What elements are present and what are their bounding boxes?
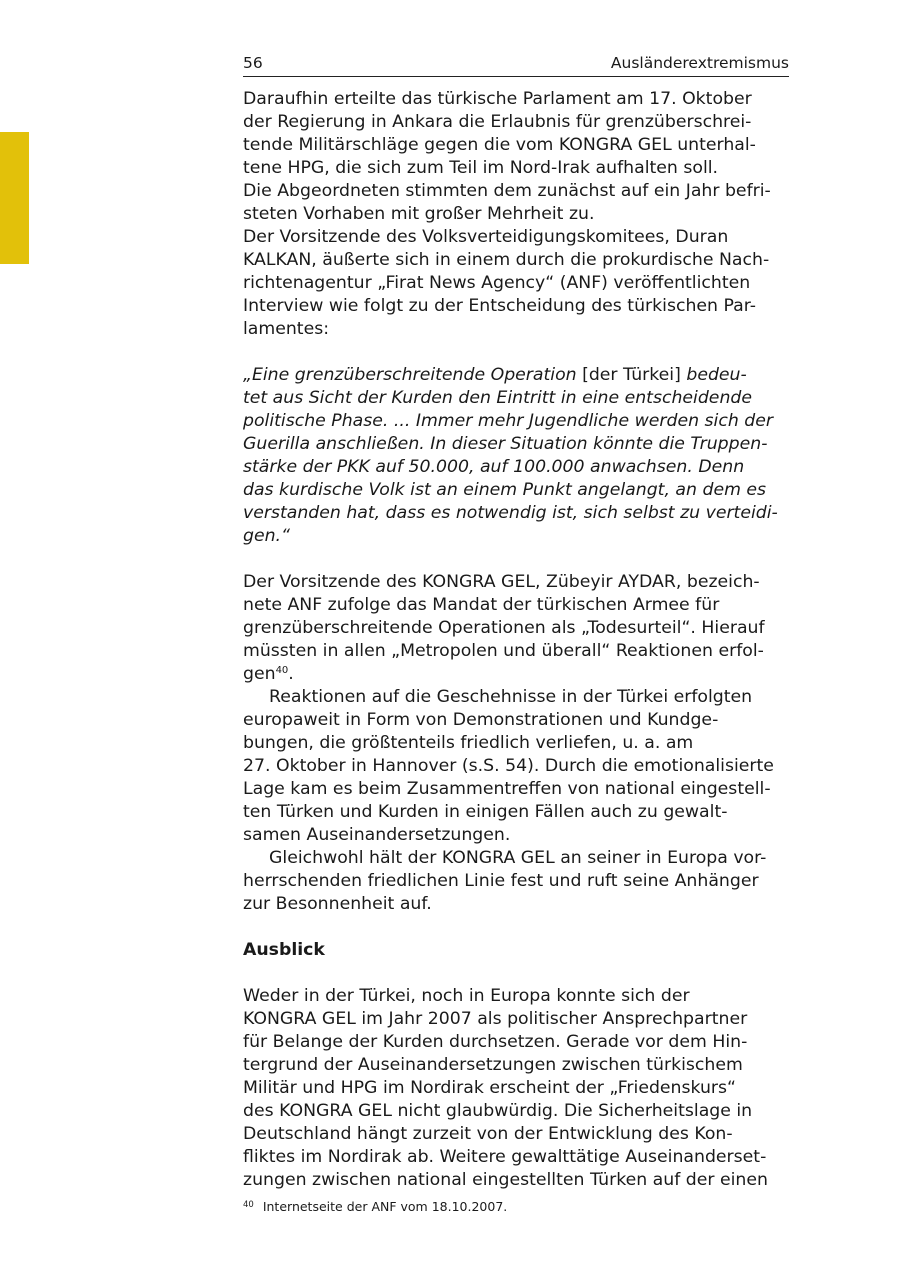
text-line: 27. Oktober in Hannover (s.S. 54). Durch die emotionalisierte: [243, 756, 774, 776]
quote-line: [243, 364, 789, 387]
text-line: Weder in der Türkei, noch in Europa konnte sich der: [243, 986, 690, 1006]
footnote: [243, 1196, 789, 1216]
text-line: Lage kam es beim Zusammentreffen von national eingestell-: [243, 779, 771, 799]
section-heading: Ausblick: [243, 940, 325, 960]
quote-line: politische Phase. ... Immer mehr Jugendliche werden sich der: [243, 411, 774, 431]
text-line: lamentes:: [243, 319, 330, 339]
running-header: [243, 52, 789, 77]
text-line: Gleichwohl hält der KONGRA GEL an seiner in Europa vor-: [269, 848, 767, 868]
text-line: KONGRA GEL im Jahr 2007 als politischer Ansprechpartner: [243, 1009, 748, 1029]
text-line: tene HPG, die sich zum Teil im Nord-Irak aufhalten soll.: [243, 158, 719, 178]
text-line: Der Vorsitzende des Volksverteidigungskomitees, Duran: [243, 227, 729, 247]
text-line: Militär und HPG im Nordirak erscheint der „Friedenskurs“: [243, 1078, 736, 1098]
text-line: bungen, die größtenteils friedlich verliefen, u. a. am: [243, 733, 694, 753]
quote-line: verstanden hat, dass es notwendig ist, sich selbst zu verteidi-: [243, 503, 778, 523]
quote-italic-text: „Eine grenzüberschreitende Operation: [243, 365, 577, 385]
quote-line: das kurdische Volk ist an einem Punkt angelangt, an dem es: [243, 480, 767, 500]
text-line: nete ANF zufolge das Mandat der türkischen Armee für: [243, 595, 720, 615]
text-line: Daraufhin erteilte das türkische Parlament am 17. Oktober: [243, 89, 752, 109]
body-text: [243, 88, 789, 1192]
text-line: zur Besonnenheit auf.: [243, 894, 432, 914]
paragraph: [243, 88, 789, 180]
text-line: tergrund der Auseinandersetzungen zwischen türkischem: [243, 1055, 743, 1075]
footnote-text: Internetseite der ANF vom 18.10.2007.: [262, 1199, 508, 1214]
text-line: zungen zwischen national eingestellten Türken auf der einen: [243, 1170, 768, 1190]
quote-line: Guerilla anschließen. In dieser Situation könnte die Truppen-: [243, 434, 768, 454]
paragraph: [243, 985, 789, 1192]
text-line: Der Vorsitzende des KONGRA GEL, Zübeyir AYDAR, bezeich-: [243, 572, 760, 592]
quote-italic-text: bedeu-: [686, 365, 747, 385]
text-line: herrschenden friedlichen Linie fest und ruft seine Anhänger: [243, 871, 759, 891]
text-line: Interview wie folgt zu der Entscheidung des türkischen Par-: [243, 296, 756, 316]
text-line: für Belange der Kurden durchsetzen. Gerade vor dem Hin-: [243, 1032, 748, 1052]
text-fragment: gen: [243, 664, 276, 684]
text-line: Deutschland hängt zurzeit von der Entwicklung des Kon-: [243, 1124, 733, 1144]
text-line: [243, 663, 789, 686]
text-line: ten Türken und Kurden in einigen Fällen auch zu gewalt-: [243, 802, 728, 822]
text-line: grenzüberschreitende Operationen als „Todesurteil“. Hierauf: [243, 618, 765, 638]
text-line: des KONGRA GEL nicht glaubwürdig. Die Sicherheitslage in: [243, 1101, 753, 1121]
text-line: europaweit in Form von Demonstrationen und Kundge-: [243, 710, 719, 730]
paragraph: [243, 180, 789, 226]
quote-line: stärke der PKK auf 50.000, auf 100.000 anwachsen. Denn: [243, 457, 745, 477]
quote-line: gen.“: [243, 526, 291, 546]
footnote-reference: 40: [275, 665, 289, 676]
quote-insertion: [der Türkei]: [576, 365, 687, 385]
quote-block: [243, 364, 789, 548]
text-line: der Regierung in Ankara die Erlaubnis für grenzüberschrei-: [243, 112, 752, 132]
text-line: steten Vorhaben mit großer Mehrheit zu.: [243, 204, 595, 224]
paragraph: [243, 226, 789, 341]
text-line: tende Militärschläge gegen die vom KONGRA GEL unterhal-: [243, 135, 756, 155]
text-line: müssten in allen „Metropolen und überall“ Reaktionen erfol-: [243, 641, 764, 661]
chapter-tab-marker: [0, 132, 29, 264]
page-number: 56: [243, 54, 263, 72]
text-line: fliktes im Nordirak ab. Weitere gewalttätige Auseinanderset-: [243, 1147, 767, 1167]
paragraph: [243, 847, 789, 916]
text-line: Die Abgeordneten stimmten dem zunächst auf ein Jahr befri-: [243, 181, 771, 201]
text-line: KALKAN, äußerte sich in einem durch die prokurdische Nach-: [243, 250, 770, 270]
text-fragment: .: [288, 664, 294, 684]
quote-line: tet aus Sicht der Kurden den Eintritt in eine entscheidende: [243, 388, 752, 408]
text-line: Reaktionen auf die Geschehnisse in der Türkei erfolgten: [269, 687, 753, 707]
paragraph: [243, 571, 789, 686]
text-line: samen Auseinandersetzungen.: [243, 825, 511, 845]
section-title: Ausländerextremismus: [610, 54, 789, 72]
text-line: richtenagentur „Firat News Agency“ (ANF) veröffentlichten: [243, 273, 751, 293]
paragraph: [243, 686, 789, 847]
footnote-number: 40: [243, 1200, 254, 1210]
